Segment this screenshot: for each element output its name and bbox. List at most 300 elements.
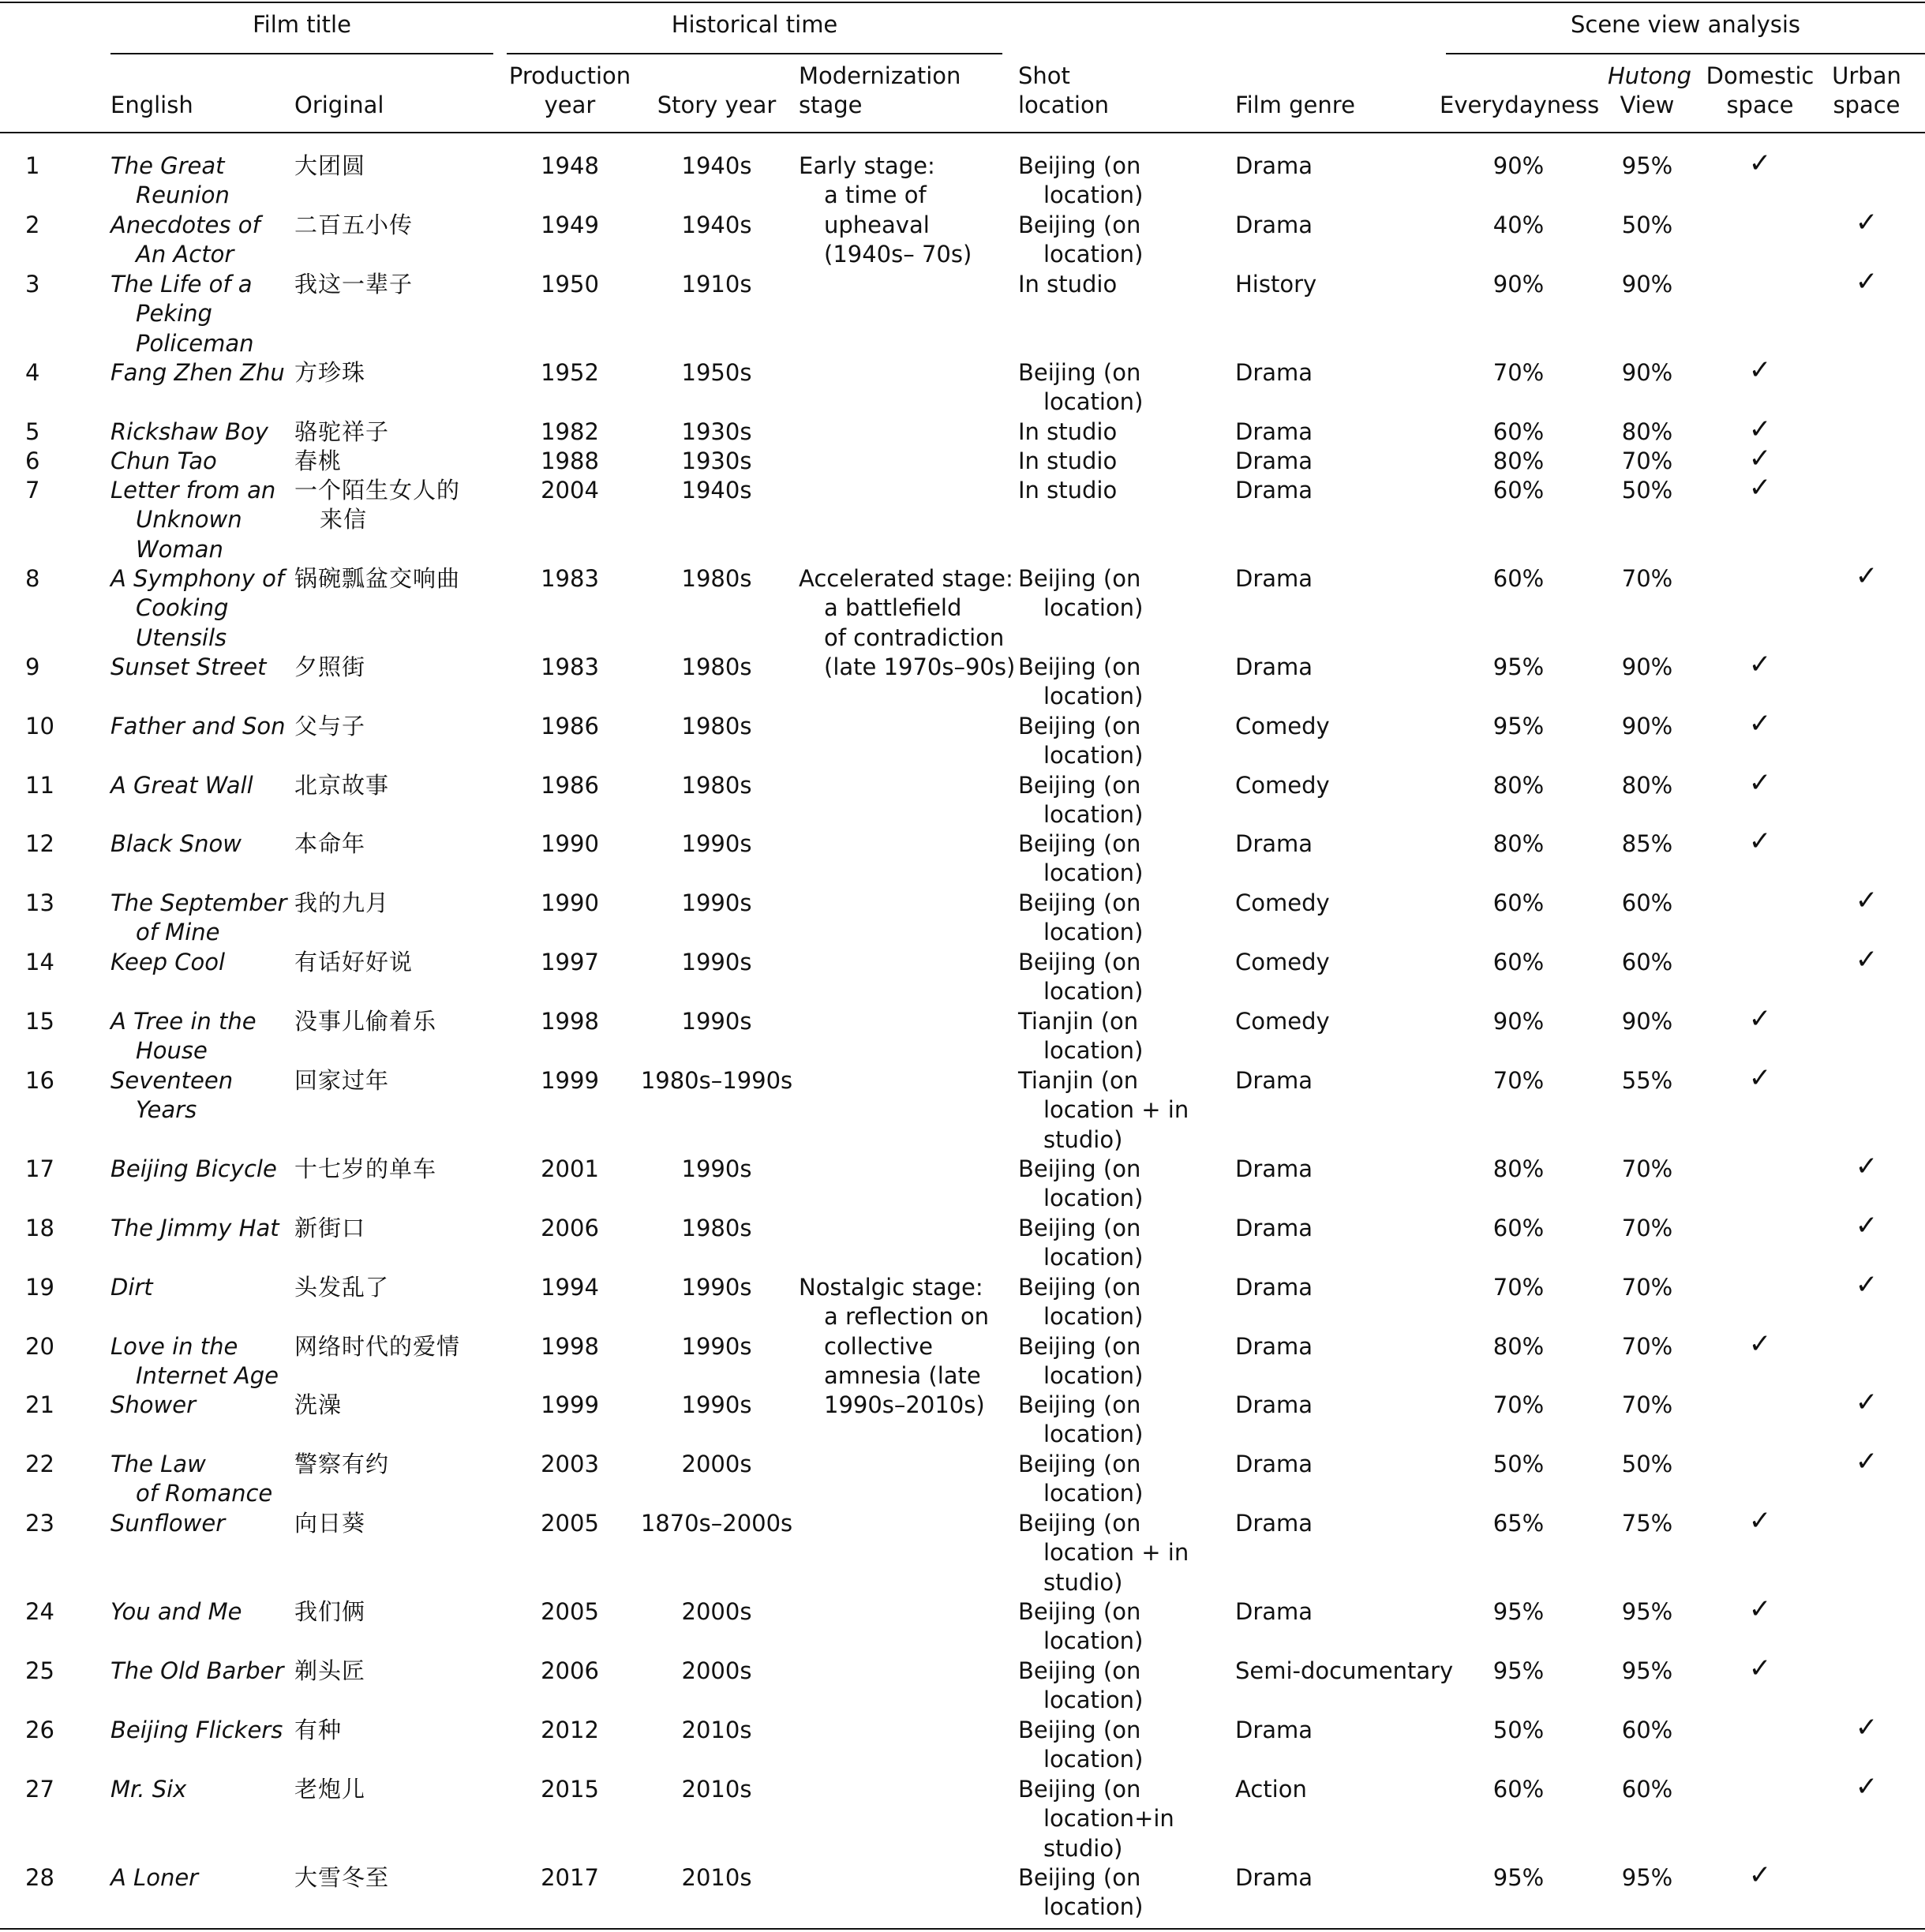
domestic-space-check: ✓ xyxy=(1748,414,1772,445)
hutong-view-value: 50% xyxy=(1621,1451,1673,1477)
everydayness-value: 80% xyxy=(1492,830,1545,857)
row-number: 26 xyxy=(25,1717,54,1743)
story-year: 1990s xyxy=(681,1391,752,1418)
film-genre: Drama xyxy=(1235,1391,1313,1418)
english-title-line: Mr. Six xyxy=(110,1776,187,1803)
production-year: 1986 xyxy=(541,772,599,799)
english-title-line: Fang Zhen Zhu xyxy=(110,359,285,386)
story-year: 1980s xyxy=(681,772,752,799)
film-genre: Comedy xyxy=(1235,1008,1330,1035)
shot-location-line: Beijing (on xyxy=(1018,1510,1141,1537)
shot-location-line: Beijing (on xyxy=(1018,212,1141,238)
shot-location-line: location) xyxy=(1043,801,1144,829)
production-year: 1986 xyxy=(541,713,599,739)
domestic-space-check: ✓ xyxy=(1748,1859,1772,1891)
shot-location-line: Beijing (on xyxy=(1018,152,1141,179)
english-title-line: Love in the xyxy=(110,1333,238,1360)
production-year: 2017 xyxy=(541,1864,599,1891)
modernization-stage-line: a battlefield xyxy=(824,594,962,622)
original-title-line: 来信 xyxy=(320,506,368,534)
film-genre: Drama xyxy=(1235,1067,1313,1094)
story-year: 2000s xyxy=(681,1657,752,1684)
row-number: 11 xyxy=(25,772,54,799)
hutong-view-value: 90% xyxy=(1621,653,1673,680)
shot-location-line: Beijing (on xyxy=(1018,1333,1141,1360)
story-year: 1990s xyxy=(681,1333,752,1360)
shot-location-line: location) xyxy=(1043,1421,1144,1448)
column-header-urban-space-line2: space xyxy=(1833,92,1901,118)
original-title-line: 锅碗瓢盆交响曲 xyxy=(294,565,461,592)
everydayness-value: 60% xyxy=(1492,1215,1545,1241)
row-number: 8 xyxy=(25,565,40,592)
story-year: 1950s xyxy=(681,359,752,386)
header-bottom-rule xyxy=(0,132,1925,133)
urban-space-check: ✓ xyxy=(1855,207,1878,238)
everydayness-value: 70% xyxy=(1492,1067,1545,1094)
english-title-line: of Mine xyxy=(136,919,220,946)
hutong-view-value: 70% xyxy=(1621,565,1673,592)
row-number: 18 xyxy=(25,1215,54,1241)
group-header-scene-view-analysis: Scene view analysis xyxy=(1570,11,1801,38)
film-genre: Drama xyxy=(1235,830,1313,857)
production-year: 1990 xyxy=(541,830,599,857)
urban-space-check: ✓ xyxy=(1855,1712,1878,1743)
hutong-view-value: 70% xyxy=(1621,1333,1673,1360)
original-title-line: 新街口 xyxy=(294,1215,366,1241)
everydayness-value: 70% xyxy=(1492,1391,1545,1418)
shot-location-line: Beijing (on xyxy=(1018,1274,1141,1301)
production-year: 2015 xyxy=(541,1776,599,1803)
english-title-line: Father and Son xyxy=(110,713,286,739)
shot-location-line: Beijing (on xyxy=(1018,1451,1141,1477)
shot-location-line: location) xyxy=(1043,919,1144,946)
modernization-stage-line: Accelerated stage: xyxy=(799,565,1013,592)
row-number: 28 xyxy=(25,1864,54,1891)
original-title-line: 有种 xyxy=(294,1717,343,1743)
shot-location-line: In studio xyxy=(1018,477,1118,504)
everydayness-value: 95% xyxy=(1492,653,1545,680)
domestic-space-check: ✓ xyxy=(1748,826,1772,857)
production-year: 1948 xyxy=(541,152,599,179)
column-header-modernization-stage-line1: Modernization xyxy=(799,62,961,89)
row-number: 1 xyxy=(25,152,40,179)
film-genre: Drama xyxy=(1235,1451,1313,1477)
hutong-view-value: 70% xyxy=(1621,1391,1673,1418)
production-year: 1952 xyxy=(541,359,599,386)
urban-space-check: ✓ xyxy=(1855,1210,1878,1241)
film-genre: Drama xyxy=(1235,1717,1313,1743)
hutong-view-value: 50% xyxy=(1621,477,1673,504)
english-title-line: The Jimmy Hat xyxy=(110,1215,279,1241)
row-number: 2 xyxy=(25,212,40,238)
english-title-line: Black Snow xyxy=(110,830,242,857)
story-year: 1980s xyxy=(681,1215,752,1241)
production-year: 1982 xyxy=(541,418,599,445)
domestic-space-check: ✓ xyxy=(1748,472,1772,504)
domestic-space-check: ✓ xyxy=(1748,1003,1772,1035)
original-title-line: 本命年 xyxy=(294,830,366,857)
original-title-line: 有话好好说 xyxy=(294,949,414,975)
row-number: 13 xyxy=(25,889,54,916)
shot-location-line: location) xyxy=(1043,1362,1144,1390)
domestic-space-check: ✓ xyxy=(1748,767,1772,799)
story-year: 1940s xyxy=(681,477,752,504)
row-number: 14 xyxy=(25,949,54,975)
domestic-space-check: ✓ xyxy=(1748,148,1772,179)
shot-location-line: location) xyxy=(1043,388,1144,416)
production-year: 2005 xyxy=(541,1510,599,1537)
row-number: 10 xyxy=(25,713,54,739)
original-title-line: 一个陌生女人的 xyxy=(294,477,461,504)
production-year: 1994 xyxy=(541,1274,599,1301)
english-title-line: Sunflower xyxy=(110,1510,226,1537)
modernization-stage-line: 1990s–2010s) xyxy=(824,1391,985,1419)
film-genre: Drama xyxy=(1235,565,1313,592)
modernization-stage-line: a time of xyxy=(824,182,927,209)
hutong-view-value: 70% xyxy=(1621,1274,1673,1301)
urban-space-check: ✓ xyxy=(1855,1387,1878,1418)
shot-location-line: location) xyxy=(1043,1244,1144,1271)
english-title-line: An Actor xyxy=(136,241,234,268)
shot-location-line: location+in xyxy=(1043,1805,1174,1833)
column-header-hutong-view-line2: View xyxy=(1620,92,1675,118)
original-title-line: 回家过年 xyxy=(294,1067,390,1094)
shot-location-line: Tianjin (on xyxy=(1018,1008,1139,1035)
hutong-view-value: 80% xyxy=(1621,772,1673,799)
everydayness-value: 70% xyxy=(1492,359,1545,386)
shot-location-line: Beijing (on xyxy=(1018,1657,1141,1684)
shot-location-line: location) xyxy=(1043,594,1144,622)
film-genre: Drama xyxy=(1235,1510,1313,1537)
production-year: 1998 xyxy=(541,1008,599,1035)
modernization-stage-line: of contradiction xyxy=(824,623,1005,651)
film-genre: Comedy xyxy=(1235,949,1330,975)
english-title-line: Years xyxy=(136,1096,197,1124)
production-year: 1983 xyxy=(541,653,599,680)
shot-location-line: location) xyxy=(1043,1627,1144,1655)
production-year: 1999 xyxy=(541,1391,599,1418)
film-genre: Drama xyxy=(1235,477,1313,504)
shot-location-line: location + in xyxy=(1043,1096,1189,1124)
production-year: 2003 xyxy=(541,1451,599,1477)
production-year: 1950 xyxy=(541,271,599,298)
film-genre: Comedy xyxy=(1235,772,1330,799)
shot-location-line: location) xyxy=(1043,1480,1144,1507)
shot-location-line: Beijing (on xyxy=(1018,565,1141,592)
row-number: 4 xyxy=(25,359,40,386)
film-genre: Comedy xyxy=(1235,889,1330,916)
shot-location-line: Beijing (on xyxy=(1018,772,1141,799)
row-number: 21 xyxy=(25,1391,54,1418)
film-genre: Drama xyxy=(1235,653,1313,680)
film-genre: Drama xyxy=(1235,152,1313,179)
column-header-story-year: Story year xyxy=(657,92,777,118)
english-title-line: Chun Tao xyxy=(110,447,217,474)
shot-location-line: In studio xyxy=(1018,447,1118,474)
everydayness-value: 65% xyxy=(1492,1510,1545,1537)
shot-location-line: location) xyxy=(1043,182,1144,209)
shot-location-line: In studio xyxy=(1018,418,1118,445)
english-title-line: Shower xyxy=(110,1391,197,1418)
story-year: 1980s–1990s xyxy=(640,1067,793,1094)
domestic-space-check: ✓ xyxy=(1748,1593,1772,1625)
english-title-line: A Symphony of xyxy=(110,565,285,592)
hutong-view-value: 90% xyxy=(1621,713,1673,739)
shot-location-line: location) xyxy=(1043,1037,1144,1065)
story-year: 1980s xyxy=(681,565,752,592)
column-header-production-year-line2: year xyxy=(544,92,596,118)
original-title-line: 父与子 xyxy=(294,713,366,739)
shot-location-line: Beijing (on xyxy=(1018,1391,1141,1418)
english-title-line: A Loner xyxy=(110,1864,199,1891)
modernization-stage-line: (1940s– 70s) xyxy=(824,240,972,268)
shot-location-line: location) xyxy=(1043,742,1144,769)
column-header-original: Original xyxy=(294,92,384,118)
film-genre: Drama xyxy=(1235,212,1313,238)
story-year: 1990s xyxy=(681,1008,752,1035)
shot-location-line: Beijing (on xyxy=(1018,359,1141,386)
shot-location-line: Beijing (on xyxy=(1018,1215,1141,1241)
story-year: 1870s–2000s xyxy=(640,1510,793,1537)
group-header-historical-time: Historical time xyxy=(671,11,838,38)
english-title-line: Beijing Flickers xyxy=(110,1717,283,1743)
hutong-view-value: 90% xyxy=(1621,271,1673,298)
production-year: 1949 xyxy=(541,212,599,238)
hutong-view-value: 60% xyxy=(1621,949,1673,975)
shot-location-line: studio) xyxy=(1043,1568,1123,1596)
shot-location-line: Beijing (on xyxy=(1018,653,1141,680)
row-number: 9 xyxy=(25,653,40,680)
shot-location-line: Beijing (on xyxy=(1018,1717,1141,1743)
everydayness-value: 90% xyxy=(1492,152,1545,179)
hutong-view-value: 95% xyxy=(1621,1657,1673,1684)
production-year: 1990 xyxy=(541,889,599,916)
film-genre: Drama xyxy=(1235,1598,1313,1625)
english-title-line: House xyxy=(136,1037,208,1065)
shot-location-line: Beijing (on xyxy=(1018,713,1141,739)
urban-space-check: ✓ xyxy=(1855,1151,1878,1182)
column-header-shot-location-line2: location xyxy=(1018,92,1110,118)
row-number: 3 xyxy=(25,271,40,298)
everydayness-value: 60% xyxy=(1492,949,1545,975)
original-title-line: 春桃 xyxy=(294,447,343,474)
shot-location-line: location) xyxy=(1043,1687,1144,1714)
story-year: 1940s xyxy=(681,212,752,238)
shot-location-line: studio) xyxy=(1043,1834,1123,1862)
domestic-space-check: ✓ xyxy=(1748,354,1772,386)
story-year: 1990s xyxy=(681,1274,752,1301)
original-title-line: 大雪冬至 xyxy=(294,1864,390,1891)
story-year: 2010s xyxy=(681,1717,752,1743)
english-title-line: You and Me xyxy=(110,1598,242,1625)
original-title-line: 洗澡 xyxy=(294,1391,343,1418)
story-year: 2010s xyxy=(681,1864,752,1891)
column-header-production-year-line1: Production xyxy=(508,62,631,89)
row-number: 6 xyxy=(25,447,40,474)
everydayness-value: 80% xyxy=(1492,447,1545,474)
original-title-line: 夕照街 xyxy=(294,653,366,680)
everydayness-value: 95% xyxy=(1492,1864,1545,1891)
shot-location-line: location) xyxy=(1043,978,1144,1005)
story-year: 1930s xyxy=(681,418,752,445)
urban-space-check: ✓ xyxy=(1855,1446,1878,1477)
story-year: 1990s xyxy=(681,1155,752,1182)
original-title-line: 十七岁的单车 xyxy=(294,1155,437,1182)
row-number: 22 xyxy=(25,1451,54,1477)
original-title-line: 警察有约 xyxy=(294,1451,390,1477)
film-genre: Action xyxy=(1235,1776,1307,1803)
hutong-view-value: 95% xyxy=(1621,1864,1673,1891)
english-title-line: The Law xyxy=(110,1451,206,1477)
hutong-view-value: 80% xyxy=(1621,418,1673,445)
everydayness-value: 90% xyxy=(1492,1008,1545,1035)
production-year: 2005 xyxy=(541,1598,599,1625)
column-header-english: English xyxy=(110,92,193,118)
hutong-view-value: 60% xyxy=(1621,889,1673,916)
shot-location-line: Beijing (on xyxy=(1018,1864,1141,1891)
film-genre: Drama xyxy=(1235,1155,1313,1182)
english-title-line: Utensils xyxy=(136,623,227,651)
film-genre: Drama xyxy=(1235,1215,1313,1241)
top-rule xyxy=(0,2,1925,3)
everydayness-value: 95% xyxy=(1492,713,1545,739)
hutong-view-value: 95% xyxy=(1621,1598,1673,1625)
production-year: 2001 xyxy=(541,1155,599,1182)
english-title-line: A Tree in the xyxy=(110,1008,257,1035)
everydayness-value: 95% xyxy=(1492,1598,1545,1625)
domestic-space-check: ✓ xyxy=(1748,1328,1772,1360)
modernization-stage-line: upheaval xyxy=(824,211,930,238)
production-year: 2004 xyxy=(541,477,599,504)
story-year: 1980s xyxy=(681,653,752,680)
original-title-line: 北京故事 xyxy=(294,772,390,799)
domestic-space-check: ✓ xyxy=(1748,649,1772,680)
production-year: 1997 xyxy=(541,949,599,975)
shot-location-line: Beijing (on xyxy=(1018,1776,1141,1803)
shot-location-line: Tianjin (on xyxy=(1018,1067,1139,1094)
film-title-group-rule xyxy=(110,53,493,54)
production-year: 2012 xyxy=(541,1717,599,1743)
column-header-shot-location-line1: Shot xyxy=(1018,62,1070,89)
domestic-space-check: ✓ xyxy=(1748,1653,1772,1684)
hutong-view-value: 60% xyxy=(1621,1717,1673,1743)
modernization-stage-line: amnesia (late xyxy=(824,1361,981,1389)
scene-view-group-rule xyxy=(1446,53,1925,54)
row-number: 25 xyxy=(25,1657,54,1684)
hutong-view-value: 55% xyxy=(1621,1067,1673,1094)
english-title-line: The September xyxy=(110,889,287,916)
shot-location-line: Beijing (on xyxy=(1018,1598,1141,1625)
english-title-line: Letter from an xyxy=(110,477,276,504)
everydayness-value: 60% xyxy=(1492,477,1545,504)
column-header-domestic-space-line1: Domestic xyxy=(1706,62,1815,89)
modernization-stage-line: (late 1970s–90s) xyxy=(824,653,1016,680)
hutong-view-value: 75% xyxy=(1621,1510,1673,1537)
row-number: 20 xyxy=(25,1333,54,1360)
english-title-line: Beijing Bicycle xyxy=(110,1155,277,1182)
shot-location-line: studio) xyxy=(1043,1125,1123,1153)
shot-location-line: location) xyxy=(1043,1185,1144,1212)
hutong-view-value: 60% xyxy=(1621,1776,1673,1803)
urban-space-check: ✓ xyxy=(1855,1771,1878,1803)
production-year: 2006 xyxy=(541,1215,599,1241)
row-number: 17 xyxy=(25,1155,54,1182)
original-title-line: 头发乱了 xyxy=(294,1274,390,1301)
shot-location-line: location) xyxy=(1043,1303,1144,1331)
shot-location-line: Beijing (on xyxy=(1018,830,1141,857)
urban-space-check: ✓ xyxy=(1855,944,1878,975)
column-header-everydayness: Everydayness xyxy=(1440,92,1600,118)
story-year: 1990s xyxy=(681,830,752,857)
english-title-line: Unknown xyxy=(136,506,242,534)
english-title-line: The Life of a xyxy=(110,271,253,298)
everydayness-value: 50% xyxy=(1492,1451,1545,1477)
row-number: 7 xyxy=(25,477,40,504)
film-genre: Drama xyxy=(1235,359,1313,386)
everydayness-value: 50% xyxy=(1492,1717,1545,1743)
film-genre: Drama xyxy=(1235,1274,1313,1301)
everydayness-value: 40% xyxy=(1492,212,1545,238)
historical-time-group-rule xyxy=(507,53,1002,54)
column-header-film-genre: Film genre xyxy=(1235,92,1355,118)
english-title-line: Peking xyxy=(136,300,212,328)
urban-space-check: ✓ xyxy=(1855,266,1878,298)
everydayness-value: 60% xyxy=(1492,889,1545,916)
film-genre: Drama xyxy=(1235,1864,1313,1891)
everydayness-value: 70% xyxy=(1492,1274,1545,1301)
domestic-space-check: ✓ xyxy=(1748,1505,1772,1537)
english-title-line: Woman xyxy=(136,535,223,563)
column-header-urban-space-line1: Urban xyxy=(1832,62,1901,89)
story-year: 2000s xyxy=(681,1451,752,1477)
original-title-line: 剃头匠 xyxy=(294,1657,366,1684)
everydayness-value: 60% xyxy=(1492,565,1545,592)
original-title-line: 向日葵 xyxy=(294,1510,366,1537)
original-title-line: 二百五小传 xyxy=(294,212,414,238)
shot-location-line: location) xyxy=(1043,683,1144,710)
everydayness-value: 80% xyxy=(1492,772,1545,799)
modernization-stage-line: collective xyxy=(824,1332,934,1360)
row-number: 24 xyxy=(25,1598,54,1625)
urban-space-check: ✓ xyxy=(1855,885,1878,916)
column-header-domestic-space-line2: space xyxy=(1726,92,1794,118)
original-title-line: 骆驼祥子 xyxy=(294,418,390,445)
column-header-modernization-stage-line2: stage xyxy=(799,92,863,118)
story-year: 1930s xyxy=(681,447,752,474)
group-header-film-title: Film title xyxy=(253,11,351,38)
english-title-line: Sunset Street xyxy=(110,653,267,680)
original-title-line: 方珍珠 xyxy=(294,359,366,386)
film-genre: Drama xyxy=(1235,418,1313,445)
shot-location-line: Beijing (on xyxy=(1018,1155,1141,1182)
hutong-view-value: 90% xyxy=(1621,359,1673,386)
everydayness-value: 90% xyxy=(1492,271,1545,298)
original-title-line: 我这一辈子 xyxy=(294,271,414,298)
column-header-hutong-view-line1: Hutong xyxy=(1608,62,1692,89)
hutong-view-value: 70% xyxy=(1621,1215,1673,1241)
story-year: 1990s xyxy=(681,889,752,916)
domestic-space-check: ✓ xyxy=(1748,1062,1772,1094)
hutong-view-value: 70% xyxy=(1621,447,1673,474)
shot-location-line: location) xyxy=(1043,859,1144,887)
production-year: 1999 xyxy=(541,1067,599,1094)
everydayness-value: 80% xyxy=(1492,1333,1545,1360)
shot-location-line: location) xyxy=(1043,241,1144,268)
row-number: 27 xyxy=(25,1776,54,1803)
story-year: 1940s xyxy=(681,152,752,179)
story-year: 1910s xyxy=(681,271,752,298)
row-number: 23 xyxy=(25,1510,54,1537)
